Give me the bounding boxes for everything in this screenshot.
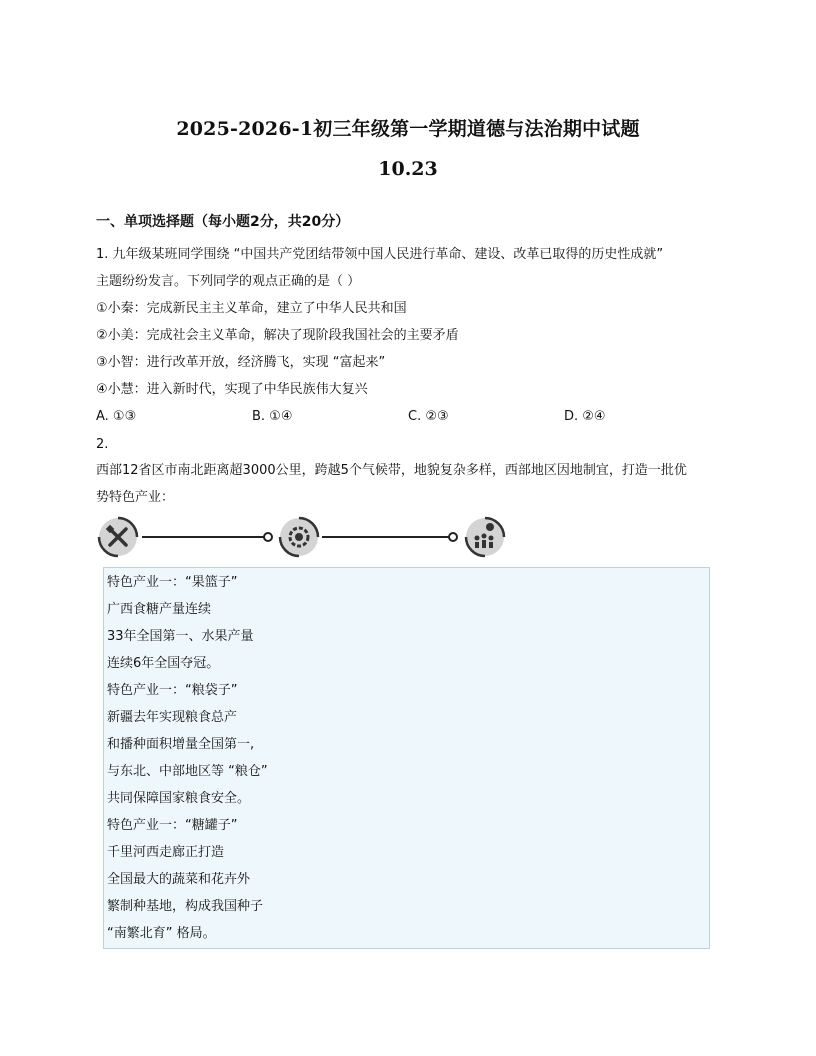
section-title: 一、单项选择题（每小题2分，共20分） <box>96 214 350 230</box>
box-line-14: “南繁北育” 格局。 <box>107 926 216 941</box>
industry-info-box <box>103 567 710 949</box>
exam-title: 2025-2026-1初三年级第一学期道德与法治期中试题 <box>176 118 640 140</box>
q1-option-c[interactable]: C. ②③ <box>408 409 449 424</box>
box-line-11: 千里河西走廊正打造 <box>107 845 225 860</box>
box-line-2: 广西食糖产量连续 <box>107 602 212 617</box>
box-line-8: 与东北、中部地区等 “粮仓” <box>107 764 268 779</box>
box-line-4: 连续6年全国夺冠。 <box>107 656 220 671</box>
q1-statement-4: ④小慧：进入新时代，实现了中华民族伟大复兴 <box>96 382 368 397</box>
q2-number: 2. <box>96 437 109 452</box>
box-line-13: 繁制种基地，构成我国种子 <box>107 899 264 914</box>
q1-option-b[interactable]: B. ①④ <box>252 409 293 424</box>
industry-timeline <box>96 514 516 560</box>
people-chart-icon <box>466 518 504 556</box>
box-line-12: 全国最大的蔬菜和花卉外 <box>107 872 251 887</box>
q1-statement-1: ①小秦：完成新民主主义革命，建立了中华人民共和国 <box>96 301 407 316</box>
q2-stem-line2: 势特色产业： <box>96 490 175 505</box>
box-line-3: 33年全国第一、水果产量 <box>107 629 254 644</box>
box-line-1: 特色产业一：“果篮子” <box>107 575 238 590</box>
box-line-5: 特色产业一：“粮袋子” <box>107 683 238 698</box>
q1-statement-3: ③小智：进行改革开放，经济腾飞，实现 “富起来” <box>96 355 386 370</box>
q1-option-d[interactable]: D. ②④ <box>564 409 606 424</box>
tools-icon <box>99 518 137 556</box>
q1-statement-2: ②小美：完成社会主义革命，解决了现阶段我国社会的主要矛盾 <box>96 328 459 343</box>
q1-stem-line2: 主题纷纷发言。下列同学的观点正确的是（ ） <box>96 274 361 289</box>
timeline-node-1 <box>264 533 272 541</box>
box-line-6: 新疆去年实现粮食总产 <box>107 710 238 725</box>
q2-stem-line1: 西部12省区市南北距离超3000公里，跨越5个气候带，地貌复杂多样，西部地区因地制宜，打造一批优 <box>96 463 687 478</box>
box-line-9: 共同保障国家粮食安全。 <box>107 791 251 806</box>
box-line-10: 特色产业一：“糖罐子” <box>107 818 238 833</box>
gear-icon <box>280 518 318 556</box>
q1-option-a[interactable]: A. ①③ <box>96 409 137 424</box>
box-line-7: 和播种面积增量全国第一, <box>107 737 255 752</box>
q1-stem-line1: 1. 九年级某班同学围绕 “中国共产党团结带领中国人民进行革命、建设、改革已取得的历史性成就” <box>96 247 664 262</box>
timeline-node-2 <box>449 533 457 541</box>
exam-date: 10.23 <box>378 158 438 180</box>
